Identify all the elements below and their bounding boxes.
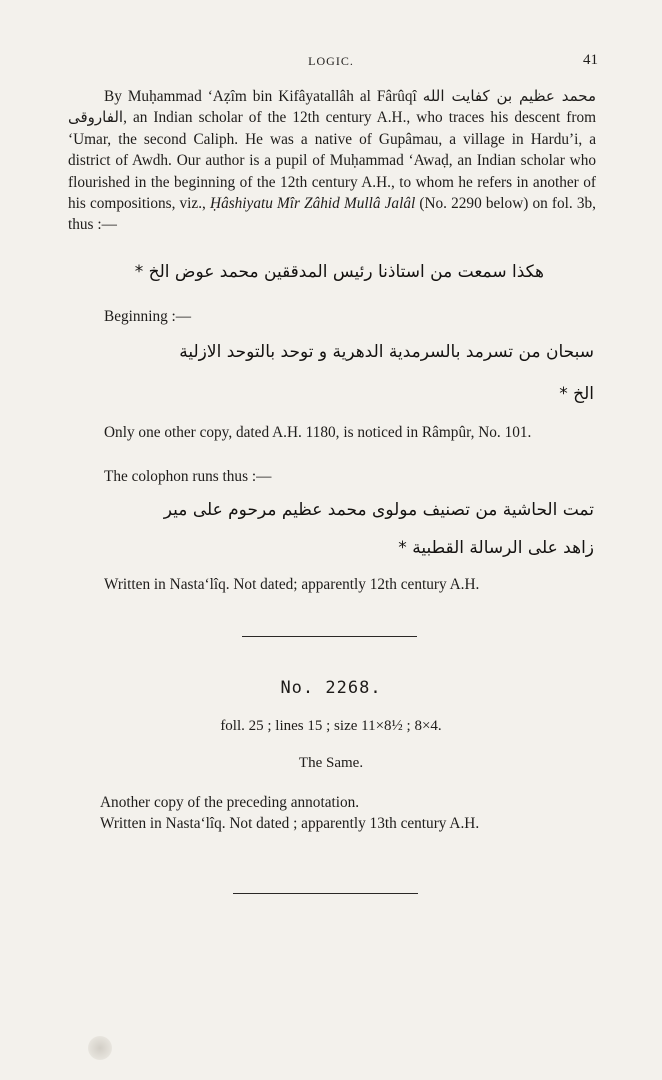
- intro-paragraph: [68, 86, 596, 236]
- work-title: Ḥâshiyatu Mîr Zâhid Mullâ Jalâl: [210, 195, 416, 213]
- intro-start: By Muḥammad ‘Aẓîm bin Kifâyatallâh al Fârûqî: [104, 88, 417, 105]
- intro-end: (No. 2290 below) on fol. 3b, thus :—: [68, 195, 596, 234]
- entry-number: No. 2268.: [280, 678, 382, 698]
- copy-note: Only one other copy, dated A.H. 1180, is noticed in Râmpûr, No. 101.: [104, 424, 532, 441]
- colophon-arabic-line-2: زاهد علی الرسالة القطبیة *: [398, 538, 594, 558]
- entry-line-1: Another copy of the preceding annotation.: [100, 794, 360, 811]
- section-divider: [242, 636, 417, 637]
- entry-collation: foll. 25 ; lines 15 ; size 11×8½ ; 8×4.: [220, 718, 442, 734]
- entry-title: The Same.: [298, 755, 364, 771]
- written-note: Written in Nasta‘lîq. Not dated; apparently 12th century A.H.: [104, 576, 480, 593]
- page-header: [0, 52, 662, 72]
- end-divider: [233, 893, 418, 894]
- beginning-arabic-line-2: الخ *: [559, 384, 594, 404]
- running-head: LOGIC.: [308, 54, 354, 68]
- author-arabic-name: محمد عظیم بن کفایت الله الفاروقی: [68, 87, 597, 127]
- quote-arabic: هکذا سمعت من استاذنا رئیس المدققین محمد عوض الخ *: [134, 262, 544, 282]
- colophon-arabic-line-1: تمت الحاشیة من تصنیف مولوی محمد عظیم مرحوم علی میر: [163, 500, 594, 520]
- intro-rest: , an Indian scholar of the 12th century A.H., who traces his descent from ‘Umar, the second Caliph. He was a native of Gupâmau, a village in Hardu’i, a district of Awdh. Our author is a pupil of Muḥammad ‘Awaḍ, an Indian scholar who flourished in the beginning of the 12th century A.H., to whom he refers in another of his compositions, viz.,: [68, 109, 596, 213]
- beginning-label: Beginning :—: [104, 308, 192, 325]
- colophon-label: The colophon runs thus :—: [104, 468, 272, 485]
- paper-stain: [88, 1036, 112, 1060]
- page-number: 41: [583, 52, 598, 68]
- entry-line-2: Written in Nasta‘lîq. Not dated ; apparently 13th century A.H.: [100, 815, 480, 832]
- beginning-arabic-line-1: سبحان من تسرمد بالسرمدیة الدهریة و توحد بالتوحد الازلیة: [179, 342, 594, 362]
